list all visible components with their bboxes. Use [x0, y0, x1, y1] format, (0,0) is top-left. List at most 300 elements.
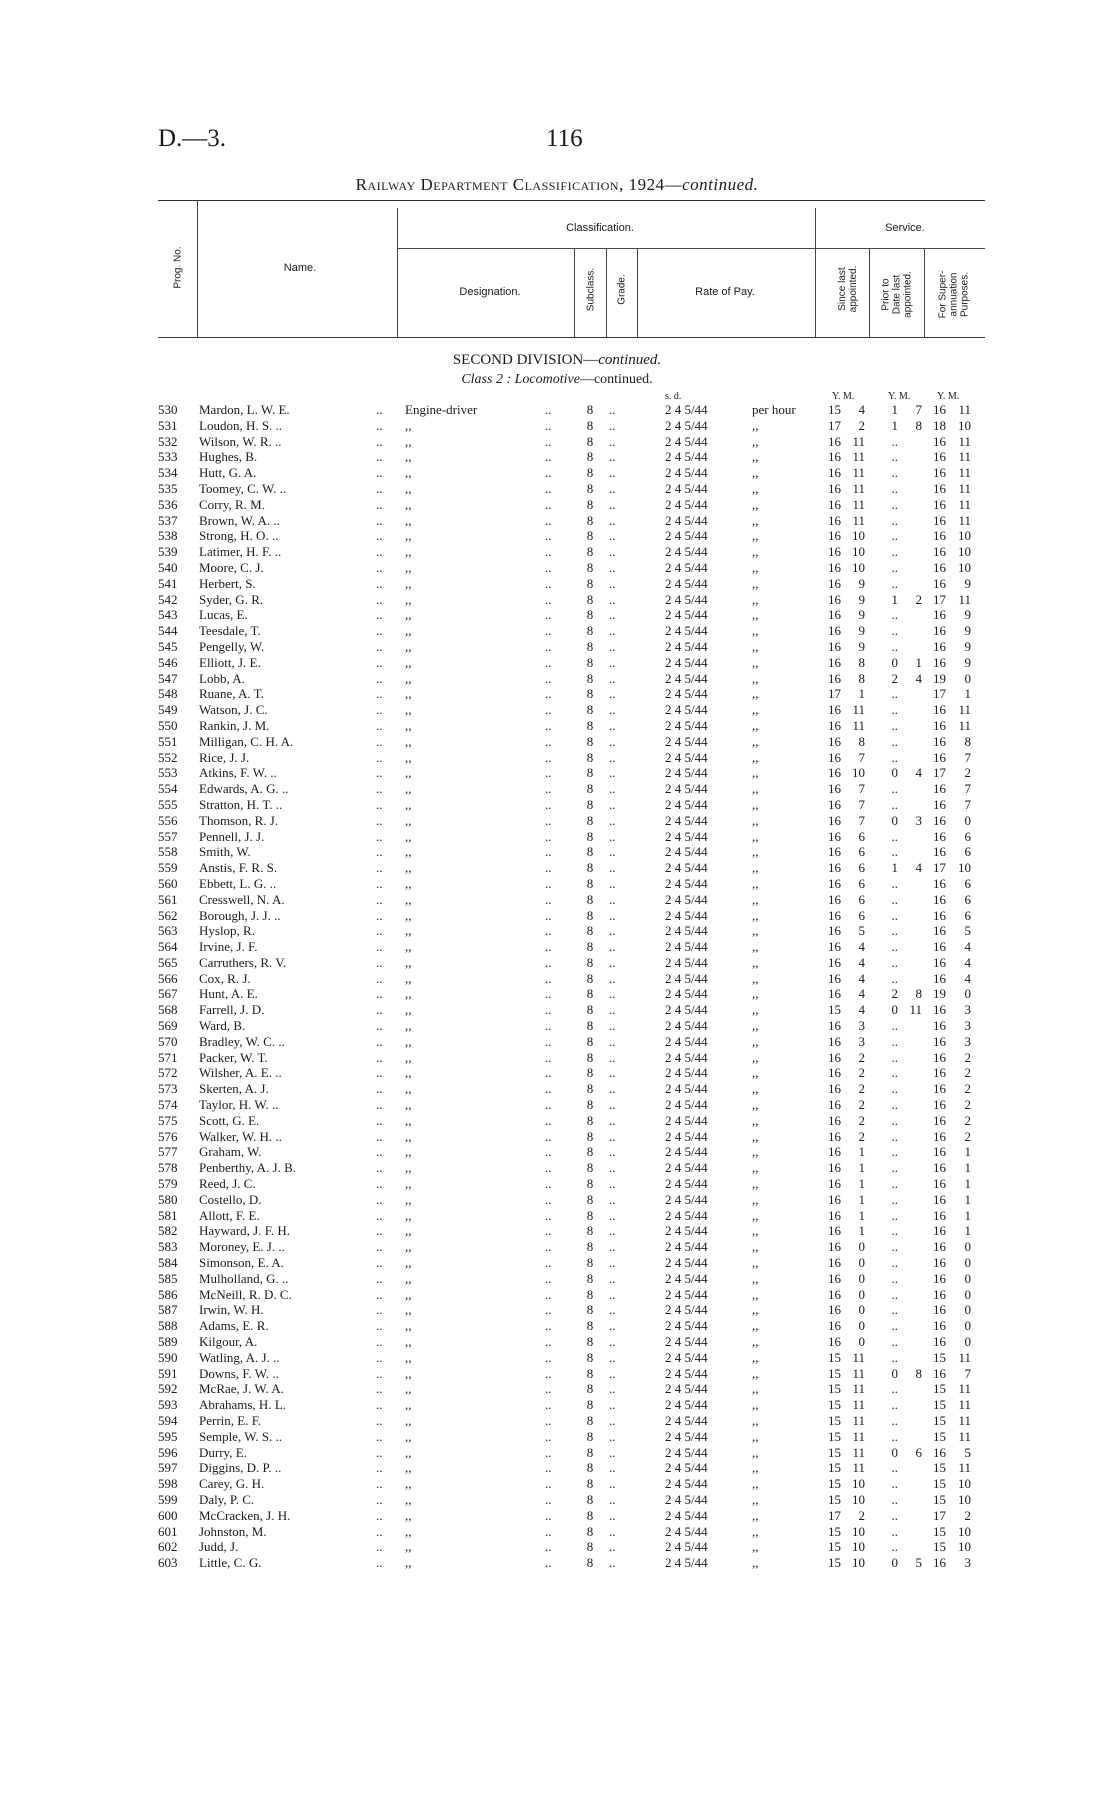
- employee-name: Perrin, E. F.: [199, 1413, 262, 1428]
- since-months: 8: [858, 670, 865, 686]
- pay-unit: ,,: [752, 1397, 759, 1413]
- super-months: 7: [964, 1365, 971, 1381]
- designation: ,,: [405, 1428, 412, 1444]
- designation: ,,: [405, 749, 412, 765]
- leader-dots: ..: [545, 1428, 552, 1444]
- designation: ,,: [405, 1318, 412, 1334]
- prog-no: 597: [158, 1460, 178, 1476]
- rate-of-pay: 2 4 5/44: [665, 1286, 708, 1302]
- leader-dots: ..: [376, 607, 383, 623]
- super-months: 10: [958, 544, 971, 560]
- subclass: 8: [586, 1286, 594, 1302]
- since-years: 16: [828, 433, 841, 449]
- since-months: 10: [852, 1539, 865, 1555]
- leader-dots: ..: [376, 1428, 383, 1444]
- since-years: 15: [828, 1428, 841, 1444]
- super-months: 10: [958, 1476, 971, 1492]
- rate-of-pay: 2 4 5/44: [665, 1144, 708, 1160]
- super-months: 11: [958, 702, 971, 718]
- since-months: 2: [858, 1081, 865, 1097]
- since-years: 15: [828, 1381, 841, 1397]
- prog-no: 551: [158, 733, 178, 749]
- since-years: 16: [828, 923, 841, 939]
- leader-dots: ..: [609, 528, 616, 544]
- since-months: 9: [858, 575, 865, 591]
- leader-dots: ..: [376, 1539, 383, 1555]
- pay-unit: ,,: [752, 575, 759, 591]
- since-months: 0: [858, 1255, 865, 1271]
- pay-unit: ,,: [752, 860, 759, 876]
- pay-unit: ,,: [752, 417, 759, 433]
- table-row: [0, 528, 1114, 544]
- pay-unit: ,,: [752, 1444, 759, 1460]
- prior-years: ..: [891, 1081, 898, 1097]
- leader-dots: ..: [609, 765, 616, 781]
- designation: ,,: [405, 1270, 412, 1286]
- since-months: 6: [858, 875, 865, 891]
- subclass: 8: [586, 1097, 594, 1113]
- table-row: [0, 1050, 1114, 1066]
- rate-of-pay: 2 4 5/44: [665, 417, 708, 433]
- pay-unit: ,,: [752, 1507, 759, 1523]
- employee-name: Toomey, C. W. ..: [199, 480, 287, 496]
- rate-of-pay: 2 4 5/44: [665, 875, 708, 891]
- prior-years: ..: [891, 1144, 898, 1160]
- super-years: 16: [933, 1223, 946, 1239]
- table-row: [0, 1271, 1114, 1287]
- rate-of-pay: 2 4 5/44: [665, 954, 708, 970]
- table-row: [0, 592, 1114, 608]
- leader-dots: ..: [545, 1128, 552, 1144]
- since-years: 16: [828, 796, 841, 812]
- pay-unit: ,,: [752, 1081, 759, 1097]
- super-months: 9: [964, 575, 971, 591]
- since-months: 10: [852, 1476, 865, 1492]
- rate-of-pay: 2 4 5/44: [665, 1033, 708, 1049]
- prior-years: ..: [891, 1160, 898, 1176]
- prior-years: ..: [891, 1318, 898, 1334]
- pay-unit: ,,: [752, 891, 759, 907]
- super-years: 17: [933, 1507, 946, 1523]
- super-months: 6: [964, 891, 971, 907]
- subclass: 8: [586, 1207, 594, 1223]
- leader-dots: ..: [545, 623, 552, 639]
- prior-years: ..: [891, 733, 898, 749]
- prog-no: 560: [158, 875, 178, 891]
- employee-name: Adams, E. R.: [199, 1318, 269, 1334]
- prior-years: ..: [891, 1176, 898, 1192]
- since-months: 6: [858, 907, 865, 923]
- rate-of-pay: 2 4 5/44: [665, 1112, 708, 1128]
- leader-dots: ..: [545, 1160, 552, 1176]
- designation: ,,: [405, 1302, 412, 1318]
- table-row: [0, 671, 1114, 687]
- pay-unit: ,,: [752, 749, 759, 765]
- prog-no: 553: [158, 765, 178, 781]
- rate-of-pay: 2 4 5/44: [665, 1018, 708, 1034]
- designation: ,,: [405, 1491, 412, 1507]
- pay-unit: ,,: [752, 1365, 759, 1381]
- subclass: 8: [586, 1349, 594, 1365]
- header-since-last-appointed: Since last appointed.: [837, 265, 859, 313]
- subclass: 8: [586, 954, 594, 970]
- pay-unit: ,,: [752, 844, 759, 860]
- leader-dots: ..: [376, 1555, 383, 1571]
- prog-no: 547: [158, 670, 178, 686]
- subclass: 8: [586, 1081, 594, 1097]
- subclass: 8: [586, 875, 594, 891]
- since-years: 16: [828, 1239, 841, 1255]
- prior-years: ..: [891, 954, 898, 970]
- leader-dots: ..: [609, 1097, 616, 1113]
- prior-years: ..: [891, 1507, 898, 1523]
- designation: ,,: [405, 907, 412, 923]
- since-years: 16: [828, 1223, 841, 1239]
- leader-dots: ..: [376, 923, 383, 939]
- prog-no: 555: [158, 796, 178, 812]
- prior-years: ..: [891, 512, 898, 528]
- since-months: 3: [858, 1033, 865, 1049]
- designation: ,,: [405, 1223, 412, 1239]
- super-years: 16: [933, 496, 946, 512]
- pay-unit: ,,: [752, 686, 759, 702]
- rate-of-pay: 2 4 5/44: [665, 1555, 708, 1571]
- leader-dots: ..: [545, 1002, 552, 1018]
- pay-unit: ,,: [752, 512, 759, 528]
- super-months: 5: [964, 923, 971, 939]
- since-months: 0: [858, 1318, 865, 1334]
- leader-dots: ..: [545, 465, 552, 481]
- super-months: 4: [964, 939, 971, 955]
- leader-dots: ..: [376, 1507, 383, 1523]
- section-continued: continued.: [598, 352, 662, 368]
- rate-of-pay: 2 4 5/44: [665, 1081, 708, 1097]
- super-years: 16: [933, 812, 946, 828]
- leader-dots: ..: [545, 1097, 552, 1113]
- table-row: [0, 449, 1114, 465]
- rate-of-pay: 2 4 5/44: [665, 1460, 708, 1476]
- prior-months: 6: [915, 1444, 922, 1460]
- since-years: 15: [828, 1349, 841, 1365]
- leader-dots: ..: [609, 1334, 616, 1350]
- rate-of-pay: 2 4 5/44: [665, 1160, 708, 1176]
- since-months: 11: [852, 1428, 865, 1444]
- table-row: [0, 1192, 1114, 1208]
- super-years: 18: [933, 417, 946, 433]
- prog-no: 596: [158, 1444, 178, 1460]
- rate-of-pay: 2 4 5/44: [665, 733, 708, 749]
- table-row: [0, 718, 1114, 734]
- leader-dots: ..: [609, 623, 616, 639]
- super-months: 9: [964, 623, 971, 639]
- rate-of-pay: 2 4 5/44: [665, 559, 708, 575]
- designation: ,,: [405, 844, 412, 860]
- employee-name: Milligan, C. H. A.: [199, 733, 294, 749]
- super-months: 8: [964, 733, 971, 749]
- prior-months: 4: [915, 765, 922, 781]
- rate-of-pay: 2 4 5/44: [665, 828, 708, 844]
- since-years: 17: [828, 1507, 841, 1523]
- leader-dots: ..: [545, 654, 552, 670]
- prior-years: ..: [891, 1491, 898, 1507]
- prior-years: ..: [891, 1033, 898, 1049]
- title-continued: continued.: [682, 175, 759, 194]
- prior-years: ..: [891, 433, 898, 449]
- pay-unit: ,,: [752, 528, 759, 544]
- super-months: 0: [964, 1334, 971, 1350]
- since-months: 1: [858, 686, 865, 702]
- prog-no: 538: [158, 528, 178, 544]
- subclass: 8: [586, 781, 594, 797]
- since-years: 16: [828, 1160, 841, 1176]
- leader-dots: ..: [545, 1239, 552, 1255]
- since-years: 15: [828, 1491, 841, 1507]
- super-years: 16: [933, 1112, 946, 1128]
- super-years: 16: [933, 607, 946, 623]
- subclass: 8: [586, 480, 594, 496]
- subclass: 8: [586, 528, 594, 544]
- subclass: 8: [586, 1065, 594, 1081]
- super-years: 16: [933, 623, 946, 639]
- leader-dots: ..: [376, 1349, 383, 1365]
- designation: ,,: [405, 575, 412, 591]
- pay-unit: ,,: [752, 607, 759, 623]
- since-months: 4: [858, 954, 865, 970]
- super-years: 19: [933, 670, 946, 686]
- employee-name: Taylor, H. W. ..: [199, 1097, 279, 1113]
- super-months: 2: [964, 1097, 971, 1113]
- since-years: 16: [828, 496, 841, 512]
- leader-dots: ..: [376, 496, 383, 512]
- super-years: 15: [933, 1460, 946, 1476]
- leader-dots: ..: [545, 1381, 552, 1397]
- subclass: 8: [586, 1239, 594, 1255]
- prog-no: 564: [158, 939, 178, 955]
- leader-dots: ..: [376, 1112, 383, 1128]
- prior-years: ..: [891, 607, 898, 623]
- subclass: 8: [586, 1112, 594, 1128]
- header-prior-to-date: Prior to Date last appointed.: [880, 271, 914, 318]
- leader-dots: ..: [609, 638, 616, 654]
- leader-dots: ..: [609, 1081, 616, 1097]
- prog-no: 592: [158, 1381, 178, 1397]
- prior-months: 7: [915, 402, 922, 417]
- leader-dots: ..: [376, 480, 383, 496]
- table-row: [0, 908, 1114, 924]
- since-years: 16: [828, 670, 841, 686]
- divider: [397, 208, 398, 337]
- table-row: [0, 971, 1114, 987]
- super-years: 16: [933, 1302, 946, 1318]
- prior-years: ..: [891, 1286, 898, 1302]
- employee-name: Irvine, J. F.: [199, 939, 258, 955]
- since-years: 16: [828, 1176, 841, 1192]
- leader-dots: ..: [376, 1413, 383, 1428]
- designation: ,,: [405, 1397, 412, 1413]
- pay-unit: ,,: [752, 796, 759, 812]
- employee-name: Moore, C. J.: [199, 559, 264, 575]
- designation: ,,: [405, 1365, 412, 1381]
- rate-of-pay: 2 4 5/44: [665, 1507, 708, 1523]
- prog-no: 572: [158, 1065, 178, 1081]
- prog-no: 568: [158, 1002, 178, 1018]
- header-subclass: Subclass.: [585, 267, 597, 312]
- since-months: 11: [852, 512, 865, 528]
- since-years: 16: [828, 1270, 841, 1286]
- leader-dots: ..: [545, 686, 552, 702]
- prior-years: ..: [891, 1018, 898, 1034]
- super-months: 0: [964, 812, 971, 828]
- super-years: 16: [933, 907, 946, 923]
- page-number: 116: [546, 125, 583, 152]
- leader-dots: ..: [609, 512, 616, 528]
- header-service: Service.: [885, 222, 925, 234]
- leader-dots: ..: [609, 796, 616, 812]
- since-years: 16: [828, 575, 841, 591]
- super-years: 15: [933, 1397, 946, 1413]
- prior-years: 0: [891, 1002, 898, 1018]
- prog-no: 546: [158, 654, 178, 670]
- subclass: 8: [586, 812, 594, 828]
- prior-years: ..: [891, 1460, 898, 1476]
- employee-name: Abrahams, H. L.: [199, 1397, 287, 1413]
- leader-dots: ..: [609, 670, 616, 686]
- employee-name: Watson, J. C.: [199, 702, 268, 718]
- employee-name: Mardon, L. W. E.: [199, 402, 290, 417]
- employee-name: Durry, E.: [199, 1444, 247, 1460]
- since-years: 16: [828, 1207, 841, 1223]
- designation: ,,: [405, 1444, 412, 1460]
- leader-dots: ..: [545, 480, 552, 496]
- designation: ,,: [405, 686, 412, 702]
- leader-dots: ..: [376, 749, 383, 765]
- super-months: 3: [964, 1555, 971, 1571]
- employee-name: Mulholland, G. ..: [199, 1270, 289, 1286]
- leader-dots: ..: [545, 828, 552, 844]
- rate-of-pay: 2 4 5/44: [665, 1381, 708, 1397]
- leader-dots: ..: [545, 528, 552, 544]
- designation: ,,: [405, 670, 412, 686]
- leader-dots: ..: [376, 1033, 383, 1049]
- prog-no: 533: [158, 449, 178, 465]
- super-months: 1: [964, 1160, 971, 1176]
- super-months: 1: [964, 1207, 971, 1223]
- super-years: 16: [933, 939, 946, 955]
- subclass: 8: [586, 986, 594, 1002]
- designation: ,,: [405, 496, 412, 512]
- leader-dots: ..: [376, 1223, 383, 1239]
- since-months: 2: [858, 1112, 865, 1128]
- leader-dots: ..: [545, 449, 552, 465]
- since-years: 15: [828, 1523, 841, 1539]
- leader-dots: ..: [609, 654, 616, 670]
- prog-no: 595: [158, 1428, 178, 1444]
- since-months: 11: [852, 1460, 865, 1476]
- since-years: 15: [828, 1365, 841, 1381]
- rate-of-pay: 2 4 5/44: [665, 575, 708, 591]
- employee-name: Little, C. G.: [199, 1555, 262, 1571]
- prog-no: 587: [158, 1302, 178, 1318]
- leader-dots: ..: [545, 1033, 552, 1049]
- prog-no: 540: [158, 559, 178, 575]
- prog-no: 601: [158, 1523, 178, 1539]
- super-years: 16: [933, 796, 946, 812]
- prog-no: 577: [158, 1144, 178, 1160]
- super-years: 16: [933, 733, 946, 749]
- super-months: 6: [964, 907, 971, 923]
- leader-dots: ..: [609, 417, 616, 433]
- rate-of-pay: 2 4 5/44: [665, 1191, 708, 1207]
- prog-no: 565: [158, 954, 178, 970]
- leader-dots: ..: [609, 686, 616, 702]
- subclass: 8: [586, 1460, 594, 1476]
- prior-years: ..: [891, 528, 898, 544]
- pay-unit: ,,: [752, 1381, 759, 1397]
- since-months: 0: [858, 1302, 865, 1318]
- rate-of-pay: 2 4 5/44: [665, 1302, 708, 1318]
- designation: ,,: [405, 1097, 412, 1113]
- rate-of-pay: 2 4 5/44: [665, 480, 708, 496]
- leader-dots: ..: [376, 1302, 383, 1318]
- super-years: 16: [933, 1207, 946, 1223]
- leader-dots: ..: [545, 939, 552, 955]
- rate-of-pay: 2 4 5/44: [665, 1365, 708, 1381]
- table-row: [0, 607, 1114, 623]
- leader-dots: ..: [545, 544, 552, 560]
- section-title: SECOND DIVISION—: [452, 352, 599, 368]
- super-months: 7: [964, 781, 971, 797]
- prior-years: ..: [891, 496, 898, 512]
- super-months: 9: [964, 654, 971, 670]
- table-row: [0, 465, 1114, 481]
- prior-months: 3: [915, 812, 922, 828]
- super-months: 11: [958, 717, 971, 733]
- since-months: 1: [858, 1191, 865, 1207]
- table-row: [0, 797, 1114, 813]
- divider: [869, 248, 870, 337]
- since-months: 4: [858, 1002, 865, 1018]
- prog-no: 544: [158, 623, 178, 639]
- super-years: 16: [933, 1286, 946, 1302]
- table-row: [0, 1397, 1114, 1413]
- subclass: 8: [586, 1018, 594, 1034]
- since-months: 11: [852, 1365, 865, 1381]
- class-name: Locomotive: [514, 372, 580, 387]
- since-years: 15: [828, 1444, 841, 1460]
- leader-dots: ..: [545, 1460, 552, 1476]
- super-months: 11: [958, 402, 971, 417]
- employee-name: Farrell, J. D.: [199, 1002, 265, 1018]
- leader-dots: ..: [545, 1555, 552, 1571]
- pay-unit: ,,: [752, 717, 759, 733]
- table-row: [0, 939, 1114, 955]
- prog-no: 532: [158, 433, 178, 449]
- leader-dots: ..: [376, 796, 383, 812]
- employee-name: Penberthy, A. J. B.: [199, 1160, 297, 1176]
- super-years: 16: [933, 559, 946, 575]
- designation: ,,: [405, 1286, 412, 1302]
- subclass: 8: [586, 1334, 594, 1350]
- super-years: 15: [933, 1428, 946, 1444]
- super-years: 16: [933, 544, 946, 560]
- subclass: 8: [586, 1144, 594, 1160]
- table-row: [0, 1081, 1114, 1097]
- table-row: [0, 986, 1114, 1002]
- super-years: 15: [933, 1381, 946, 1397]
- designation: ,,: [405, 1539, 412, 1555]
- pay-unit: ,,: [752, 907, 759, 923]
- since-years: 17: [828, 686, 841, 702]
